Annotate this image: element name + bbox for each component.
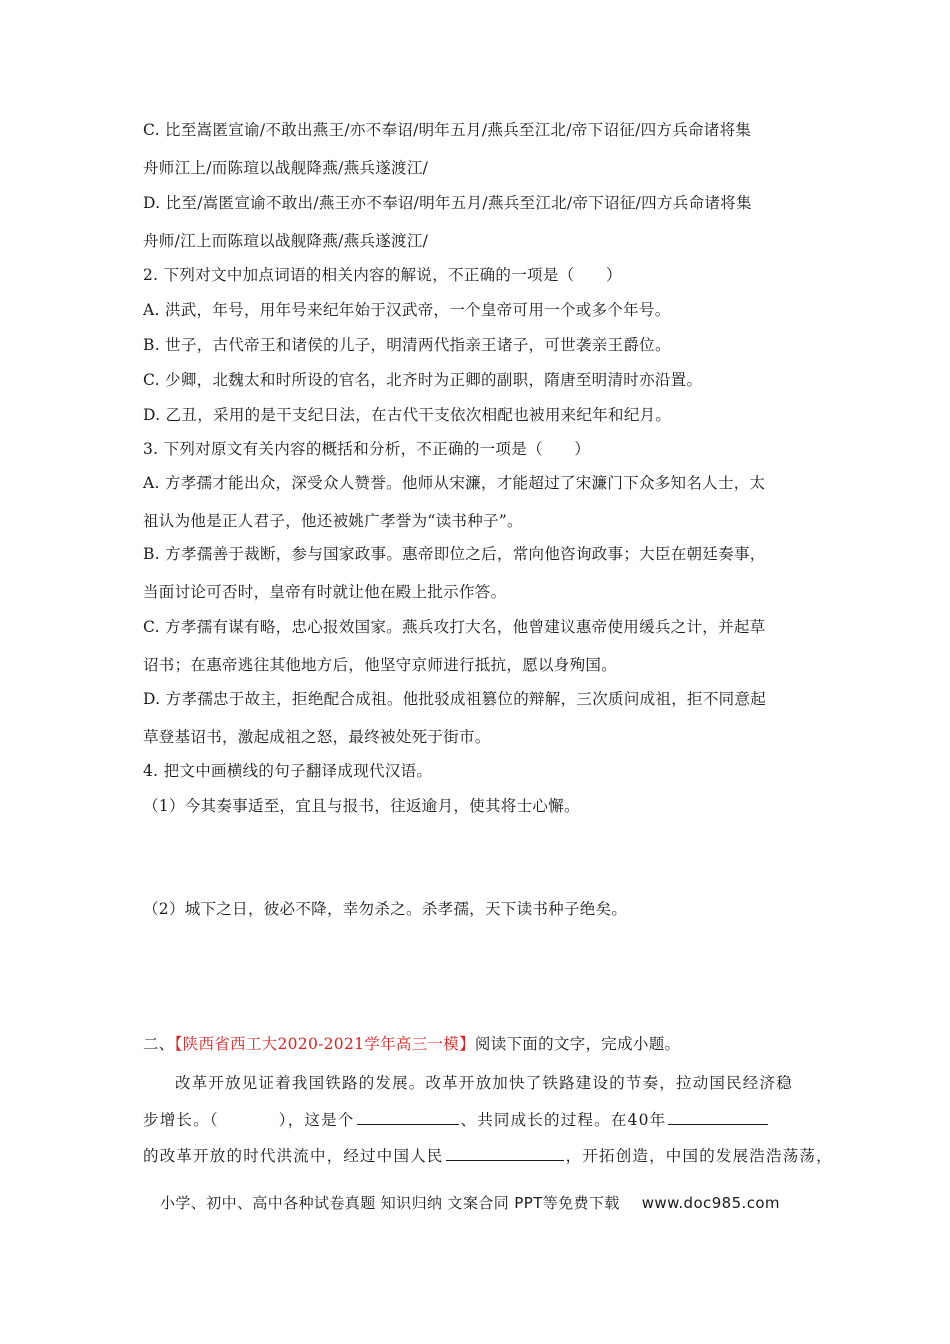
footer-text: 小学、初中、高中各种试卷真题 知识归纳 文案合同 PPT等免费下载 bbox=[160, 1194, 620, 1212]
question-3: 3. 下列对原文有关内容的概括和分析，不正确的一项是（ ） bbox=[143, 440, 591, 458]
q3-option-b-l2: 当面讨论可否时，皇帝有时就让他在殿上批示作答。 bbox=[143, 583, 507, 601]
passage-line-2 bbox=[143, 1108, 770, 1130]
q2-option-d: D. 乙丑，采用的是干支纪日法，在古代干支依次相配也被用来纪年和纪月。 bbox=[143, 406, 672, 424]
footer-url[interactable]: www.doc985.com bbox=[641, 1194, 780, 1212]
option-d-punctuation-l1: D. 比至/嵩匿宣谕不敢出/燕王亦不奉诏/明年五月/燕兵至江北/帝下诏征/四方兵命诸将集 bbox=[143, 194, 752, 212]
passage-line-1: 改革开放见证着我国铁路的发展。改革开放加快了铁路建设的节奏，拉动国民经济稳 bbox=[175, 1074, 793, 1092]
q4-sentence-1: （1）今其奏事适至，宜且与报书，往返逾月，使其将士心懈。 bbox=[143, 797, 580, 815]
passage-text: 、共同成长的过程。在40年 bbox=[460, 1111, 667, 1129]
passage-text: ），这是个 bbox=[278, 1111, 355, 1129]
q2-option-c: C. 少卿，北魏太和时所设的官名，北齐时为正卿的副职，隋唐至明清时亦沿置。 bbox=[143, 371, 703, 389]
question-4: 4. 把文中画横线的句子翻译成现代汉语。 bbox=[143, 762, 433, 780]
q4-sentence-2: （2）城下之日，彼必不降，幸勿杀之。杀孝孺，天下读书种子绝矣。 bbox=[143, 900, 628, 918]
q2-option-a: A. 洪武，年号，用年号来纪年始于汉武帝，一个皇帝可用一个或多个年号。 bbox=[143, 301, 671, 319]
q3-option-a-l1: A. 方孝孺才能出众，深受众人赞誉。他师从宋濂，才能超过了宋濂门下众多知名人士，太 bbox=[143, 474, 766, 492]
answer-blank bbox=[668, 1109, 768, 1125]
footer bbox=[160, 1192, 780, 1213]
answer-blank bbox=[446, 1145, 564, 1161]
section-source: 【陕西省西工大2020-2021学年高三一模】 bbox=[174, 1035, 475, 1053]
q3-option-b-l1: B. 方孝孺善于裁断，参与国家政事。惠帝即位之后，常向他咨询政事；大臣在朝廷奏事， bbox=[143, 545, 766, 563]
q3-option-d-l2: 草登基诏书，激起成祖之怒，最终被处死于街市。 bbox=[143, 728, 491, 746]
q2-option-b: B. 世子，古代帝王和诸侯的儿子，明清两代指亲王诸子，可世袭亲王爵位。 bbox=[143, 336, 671, 354]
question-2: 2. 下列对文中加点词语的相关内容的解说，不正确的一项是（ ） bbox=[143, 266, 622, 284]
q3-option-d-l1: D. 方孝孺忠于故主，拒绝配合成祖。他批驳成祖篡位的辩解，三次质问成祖，拒不同意起 bbox=[143, 690, 767, 708]
q3-option-c-l1: C. 方孝孺有谋有略，忠心报效国家。燕兵攻打大名，他曾建议惠帝使用缓兵之计，并起草 bbox=[143, 618, 766, 636]
section-instruction: 阅读下面的文字，完成小题。 bbox=[474, 1035, 681, 1053]
option-c-punctuation-l1: C. 比至嵩匿宣谕/不敢出燕王/亦不奉诏/明年五月/燕兵至江北/帝下诏征/四方兵命诸将集 bbox=[143, 121, 752, 139]
passage-text: ，开拓创造，中国的发展浩浩荡荡， bbox=[565, 1147, 833, 1165]
option-c-punctuation-l2: 舟师江上/而陈瑄以战舰降燕/燕兵遂渡江/ bbox=[143, 159, 429, 177]
passage-text: 步增长。（ bbox=[143, 1111, 219, 1129]
section-number: 二、 bbox=[143, 1035, 175, 1053]
passage-line-3 bbox=[143, 1144, 833, 1166]
passage-text: 的改革开放的时代洪流中，经过中国人民 bbox=[143, 1147, 444, 1165]
option-d-punctuation-l2: 舟师/江上而陈瑄以战舰降燕/燕兵遂渡江/ bbox=[143, 232, 429, 250]
answer-blank bbox=[357, 1109, 459, 1125]
q3-option-a-l2: 祖认为他是正人君子，他还被姚广孝誉为“读书种子”。 bbox=[143, 512, 523, 530]
q3-option-c-l2: 诏书；在惠帝逃往其他地方后，他坚守京师进行抵抗，愿以身殉国。 bbox=[143, 656, 618, 674]
section-2-heading bbox=[143, 1032, 680, 1054]
